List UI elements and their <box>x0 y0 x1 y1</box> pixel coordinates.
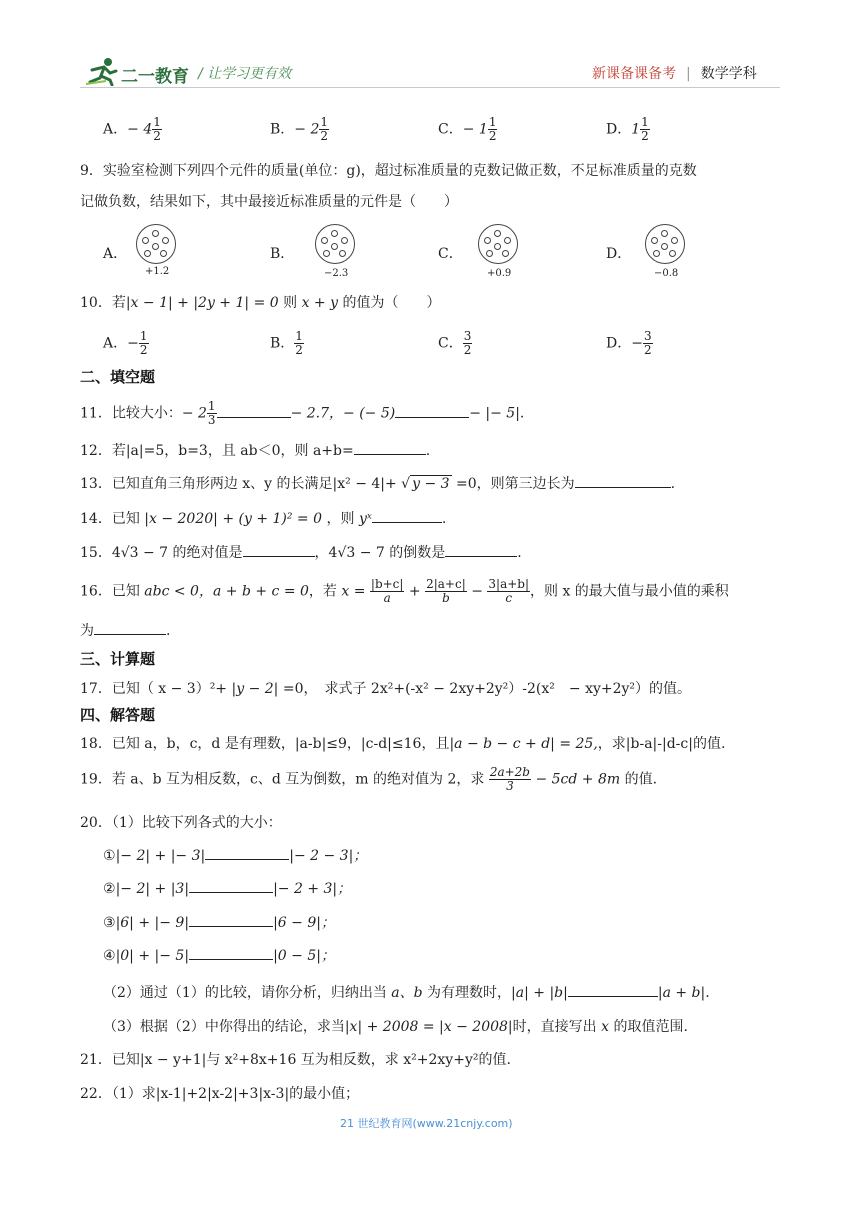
q9-option-d-value: −0.8 <box>654 268 679 279</box>
answer-blank[interactable] <box>217 403 291 418</box>
fraction-denominator: 3 <box>506 779 514 793</box>
option-fraction <box>139 330 149 357</box>
q11-text: 11．比较大小： <box>80 405 182 422</box>
fraction-denominator: c <box>505 591 513 605</box>
question-16: 16．已知 abc < 0，a + b + c = 0，若 x = $\frac{|b+c|}{a}$ + $\frac{2|a+c|}{b}$ − $\frac{3|a+b|}{c}$ ，则 x 的最大值与最小值的乘积 <box>80 577 729 605</box>
fraction-numerator: 2|a+c| <box>426 577 466 591</box>
q8-option-c <box>438 116 497 143</box>
q14-text: ，则 <box>326 511 355 527</box>
q16-math: x = <box>341 583 366 600</box>
hole-icon <box>341 237 348 244</box>
answer-blank[interactable] <box>189 912 273 927</box>
item-right: |0 − 5|； <box>273 948 335 964</box>
hole-icon <box>162 237 169 244</box>
q16-text: 16．已知 <box>80 583 140 600</box>
option-letter: C． <box>438 121 463 138</box>
q16-fraction <box>487 578 530 605</box>
header-right <box>592 63 757 83</box>
q11-fraction <box>207 400 217 427</box>
option-fraction <box>152 116 162 143</box>
q13-text: =0，则第三边长为 <box>456 476 575 492</box>
q12-text: . <box>425 443 431 459</box>
question-16-line2 <box>80 620 170 640</box>
answer-blank[interactable] <box>94 620 166 635</box>
q10-option-a <box>103 330 149 357</box>
q12-text: 12．若|a|=5，b=3，且 ab＜0，则 a+b= <box>80 443 354 459</box>
answer-blank[interactable] <box>395 403 469 418</box>
option-letter: B． <box>270 121 295 138</box>
q9-stem-line1: 9．实验室检测下列四个元件的质量(单位：g)，超过标准质量的克数记做正数，不足标准质量的克数 <box>80 163 697 179</box>
fraction-numerator: 1 <box>641 115 649 129</box>
q11-math: − 2 <box>181 405 207 422</box>
option-sign: − <box>127 335 139 352</box>
option-letter: D． <box>606 335 632 352</box>
fraction-denominator: 2 <box>463 343 472 357</box>
fraction-denominator: 2 <box>641 129 649 143</box>
q20-math: |a + b|. <box>657 985 710 1001</box>
item-right: |6 − 9|； <box>273 915 335 931</box>
q8-option-b <box>270 116 329 143</box>
q8-option-a <box>103 116 162 143</box>
fraction-denominator: a <box>383 591 391 605</box>
hole-icon <box>142 237 149 244</box>
option-letter: C． <box>438 335 463 352</box>
q9-option-a-value: +1.2 <box>145 266 170 277</box>
q16-fraction <box>425 578 467 605</box>
fraction-denominator: 2 <box>320 129 329 143</box>
option-fraction <box>294 330 304 357</box>
fraction-numerator: 1 <box>320 115 329 129</box>
q16-text: 为 <box>80 623 94 639</box>
hole-icon <box>504 237 511 244</box>
option-letter: D． <box>606 121 632 138</box>
hole-icon <box>484 237 491 244</box>
fraction-numerator: 1 <box>139 329 148 343</box>
q19-fraction <box>489 766 531 793</box>
q20-part-3 <box>103 1016 688 1036</box>
hole-icon <box>331 230 338 237</box>
q10-option-b <box>270 330 304 357</box>
answer-blank[interactable] <box>372 508 442 523</box>
hole-icon <box>486 250 493 257</box>
hole-icon <box>152 230 159 237</box>
q20-text: （3）根据（2）中你得出的结论，求当 <box>103 1019 345 1035</box>
q18-text: ，求|b-a|-|d-c|的值. <box>597 736 726 752</box>
option-fraction <box>640 116 650 143</box>
hole-icon <box>494 230 501 237</box>
option-fraction <box>643 330 653 357</box>
q18-text: 18．已知 a，b，c，d 是有理数，|a-b|≤9，|c-d|≤16，且 <box>80 736 450 752</box>
section-heading-calculation: 三、计算题 <box>80 650 156 668</box>
fraction-numerator: 3|a+b| <box>488 577 530 591</box>
item-number: ③ <box>103 915 116 931</box>
q20-math: |x| + 2008 = |x − 2008| <box>344 1019 513 1035</box>
fraction-denominator: b <box>442 591 450 605</box>
fraction-numerator: 1 <box>488 115 497 129</box>
q10-stem-text: 的值为（ ） <box>342 295 441 311</box>
option-fraction <box>319 116 329 143</box>
hole-icon <box>651 237 658 244</box>
q11-math: − 2.7，− (− 5) <box>290 405 396 422</box>
q20-text: 时，直接写出 <box>512 1019 597 1035</box>
q14-text: . <box>441 511 447 527</box>
answer-blank[interactable] <box>568 982 658 997</box>
hole-icon <box>321 237 328 244</box>
item-left: |6| + |− 9| <box>115 915 190 931</box>
q20-text: 为有理数时， <box>427 985 512 1001</box>
question-17 <box>80 678 691 698</box>
option-whole: 1 <box>631 121 641 138</box>
fraction-denominator: 2 <box>153 129 161 143</box>
fraction-numerator: 1 <box>207 399 216 413</box>
q20-text: （2）通过（1）的比较，请你分析，归纳出当 <box>103 985 387 1001</box>
q19-text: 19．若 a、b 互为相反数，c、d 互为倒数，m 的绝对值为 2，求 <box>80 771 485 788</box>
option-letter: A． <box>103 335 128 352</box>
q15-text: ，4√3 − 7 的倒数是 <box>314 545 446 561</box>
question-14 <box>80 508 446 528</box>
fraction-denominator: 2 <box>295 343 303 357</box>
q13-text: 13．已知直角三角形两边 x、y 的长满足|x² − 4|+ <box>80 476 397 492</box>
q18-math: |a − b − c + d| = 25, <box>449 736 598 752</box>
q14-expression: yˣ <box>358 511 372 527</box>
answer-blank[interactable] <box>189 878 273 893</box>
q11-math: − |− 5|. <box>469 405 525 422</box>
slogan: / 让学习更有效 <box>198 66 292 82</box>
component-dish-icon <box>315 224 355 264</box>
section-heading-fill-in: 二、填空题 <box>80 368 156 386</box>
item-left: |0| + |− 5| <box>115 948 190 964</box>
q10-stem-text: 则 <box>283 295 298 311</box>
option-whole: 4 <box>143 121 153 138</box>
answer-blank[interactable] <box>354 440 426 455</box>
fraction-denominator: 2 <box>643 343 652 357</box>
q10-stem <box>80 292 440 312</box>
hole-icon <box>494 243 501 250</box>
question-13: 13．已知直角三角形两边 x、y 的长满足|x² − 4|+ √ y − 3 =0，则第三边长为 . <box>80 473 675 493</box>
q9-stem-line2: 记做负数，结果如下，其中最接近标准质量的元件是（ ） <box>80 194 458 210</box>
q15-text: . <box>517 545 522 561</box>
q20-item-4 <box>103 945 335 965</box>
hole-icon <box>144 250 151 257</box>
option-sign: − <box>294 121 307 138</box>
fraction-numerator: |b+c| <box>370 577 404 591</box>
component-dish-icon <box>478 224 518 264</box>
question-21: 21．已知|x − y+1|与 x²+8x+16 互为相反数，求 x²+2xy+y²的值. <box>80 1052 511 1068</box>
q17-text: =0， 求式子 2x²+(-x² − 2xy+2y²）-2(x² − xy+2y²）的值。 <box>282 681 692 697</box>
q16-condition: abc < 0，a + b + c = 0 <box>144 583 309 600</box>
question-18 <box>80 733 725 753</box>
hole-icon <box>160 250 167 257</box>
fraction-numerator: 3 <box>463 329 472 343</box>
hole-icon <box>339 250 346 257</box>
question-15 <box>80 542 522 562</box>
logo-text: 二一教育 <box>121 67 189 87</box>
q9-option-c-value: +0.9 <box>487 268 512 279</box>
q15-text: 15．4√3 − 7 的绝对值是 <box>80 545 243 561</box>
footer-source[interactable]: 21 世纪教育网(www.21cnjy.com) <box>340 1117 513 1130</box>
fraction-denominator: 2 <box>488 129 497 143</box>
hole-icon <box>502 250 509 257</box>
option-letter: A． <box>103 121 128 138</box>
q9-option-b-value: −2.3 <box>324 268 349 279</box>
fraction-numerator: 3 <box>643 329 652 343</box>
header-divider: | <box>686 66 691 82</box>
option-sign: − <box>462 121 475 138</box>
fraction-numerator: 1 <box>153 115 161 129</box>
q19-math: − 5cd + 8m <box>535 771 621 788</box>
q16-fraction <box>370 578 405 605</box>
question-11 <box>80 400 524 427</box>
question-12 <box>80 440 430 460</box>
section-heading-answer: 四、解答题 <box>80 706 156 724</box>
header-rule <box>80 87 780 88</box>
q9-option-b-letter: B． <box>270 246 295 262</box>
item-right: |− 2 − 3|； <box>289 848 368 864</box>
component-dish-icon <box>136 224 176 264</box>
hole-icon <box>669 250 676 257</box>
q10-equation: |x − 1| + |2y + 1| = 0 <box>125 295 279 311</box>
q16-text: ，则 x 的最大值与最小值的乘积 <box>530 583 729 600</box>
q20-part-2 <box>103 982 710 1002</box>
item-number: ① <box>103 848 116 864</box>
q20-item-2 <box>103 878 351 898</box>
hole-icon <box>661 230 668 237</box>
answer-blank[interactable] <box>243 542 315 557</box>
answer-blank[interactable] <box>445 542 517 557</box>
option-sign: − <box>127 121 139 138</box>
q10-option-d <box>606 330 653 357</box>
item-left: |− 2| + |3| <box>115 881 190 897</box>
fraction-denominator: 3 <box>207 413 216 427</box>
hole-icon <box>323 250 330 257</box>
q20-math: x <box>601 1019 609 1035</box>
item-number: ④ <box>103 948 116 964</box>
option-whole: 2 <box>310 121 320 138</box>
q20-text: 的取值范围. <box>613 1019 688 1035</box>
q16-text: ，若 <box>308 583 337 600</box>
fraction-numerator: 1 <box>295 329 303 343</box>
option-sign: − <box>631 335 643 352</box>
logo-runner-icon <box>84 56 122 86</box>
hole-icon <box>661 243 668 250</box>
q8-option-d <box>606 116 650 143</box>
question-22: 22．（1）求|x-1|+2|x-2|+3|x-3|的最小值； <box>80 1086 360 1102</box>
fraction-numerator: 2a+2b <box>489 765 530 779</box>
q20-math: |a| + |b| <box>511 985 568 1001</box>
hole-icon <box>152 243 159 250</box>
option-fraction <box>488 116 498 143</box>
answer-blank[interactable] <box>205 845 289 860</box>
q10-option-c <box>438 330 472 357</box>
hole-icon <box>331 243 338 250</box>
header-course-label: 新课备课备考 <box>592 66 676 82</box>
q17-text: 17．已知（ x − 3）²+ <box>80 681 228 697</box>
q10-expression: x + y <box>301 295 338 311</box>
answer-blank[interactable] <box>189 945 273 960</box>
q20-item-1 <box>103 845 367 865</box>
q20-stem: 20．（1）比较下列各式的大小： <box>80 815 282 831</box>
option-letter: B． <box>270 335 295 352</box>
q13-radicand: y − 3 <box>412 476 450 492</box>
q14-text: 14．已知 <box>80 511 140 527</box>
q20-item-3 <box>103 912 335 932</box>
q9-option-a-letter: A． <box>103 246 128 262</box>
q9-option-c-letter: C． <box>438 246 463 262</box>
option-fraction <box>463 330 473 357</box>
header-subject-label: 数学学科 <box>700 66 757 82</box>
item-right: |− 2 + 3|； <box>273 881 352 897</box>
component-dish-icon <box>645 224 685 264</box>
fraction-denominator: 2 <box>139 343 148 357</box>
q9-option-d-letter: D． <box>606 246 632 262</box>
q20-math: a、b <box>391 985 423 1001</box>
q14-equation: |x − 2020| + (y + 1)² = 0 <box>144 511 323 527</box>
q16-text: . <box>166 623 171 639</box>
option-whole: 1 <box>478 121 488 138</box>
question-19 <box>80 766 657 793</box>
q10-stem-text: 10．若 <box>80 295 126 311</box>
q17-math: |y − 2| <box>231 681 279 697</box>
q19-text: 的值. <box>624 771 658 788</box>
hole-icon <box>653 250 660 257</box>
item-number: ② <box>103 881 116 897</box>
q13-text: . <box>670 476 676 492</box>
answer-blank[interactable] <box>575 473 671 488</box>
hole-icon <box>671 237 678 244</box>
item-left: |− 2| + |− 3| <box>115 848 206 864</box>
